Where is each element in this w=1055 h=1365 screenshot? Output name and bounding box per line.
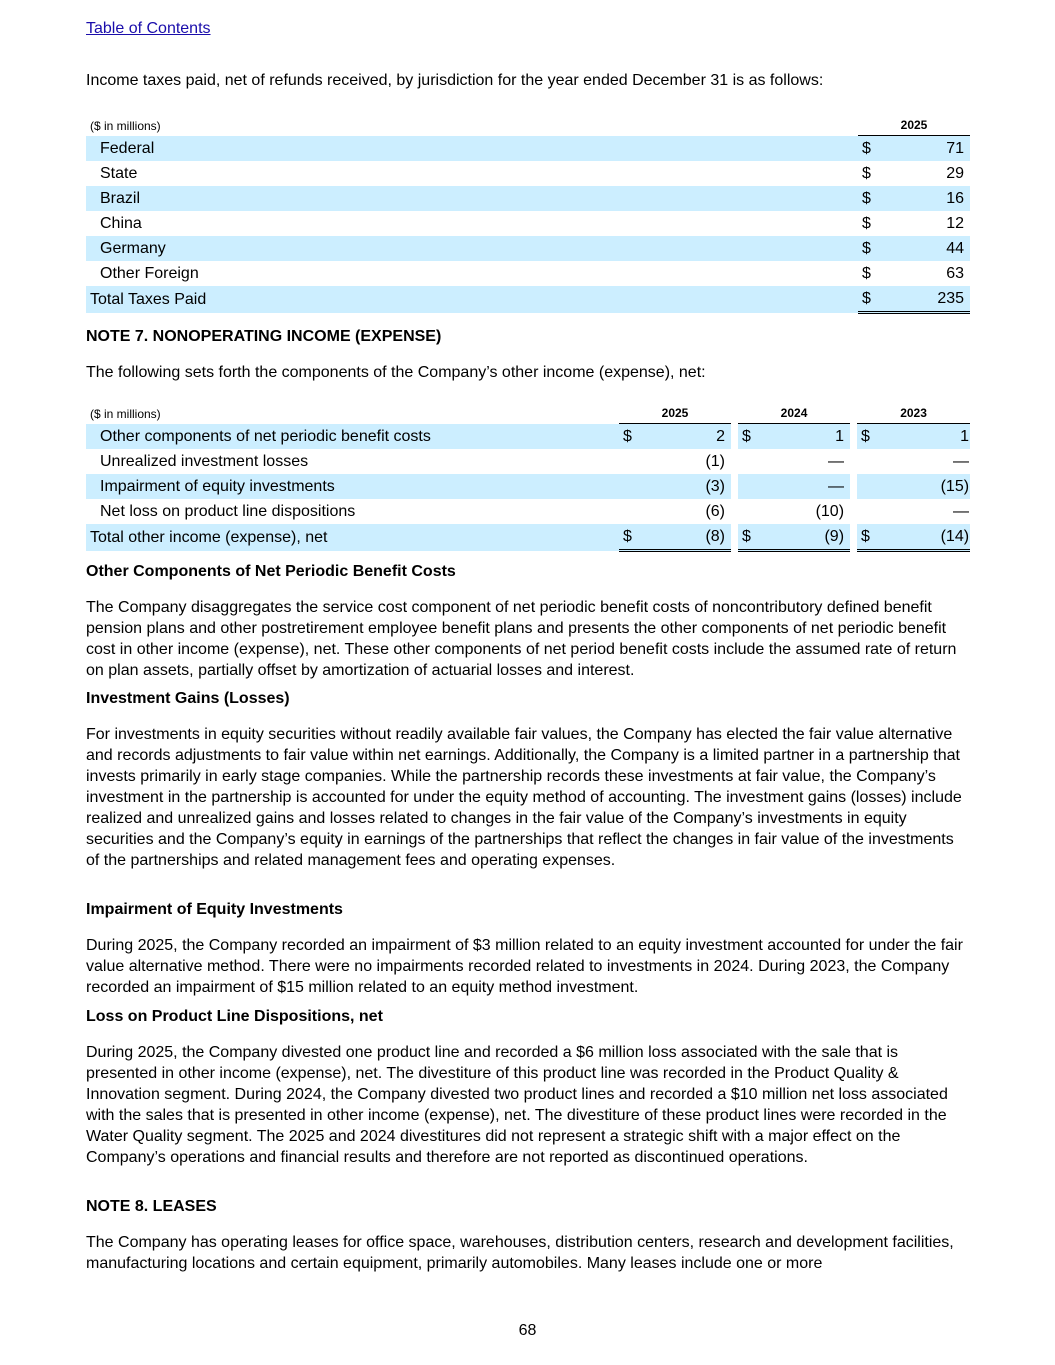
year-header: 2025 bbox=[619, 403, 731, 424]
table-row: China $ 12 bbox=[100, 215, 965, 232]
table-header-row bbox=[86, 115, 970, 136]
table-row: Impairment of equity investments (3) — (15) bbox=[86, 474, 970, 499]
year-header: 2024 bbox=[738, 403, 850, 424]
year-header: 2025 bbox=[858, 115, 970, 136]
table-of-contents-link[interactable]: Table of Contents bbox=[86, 20, 211, 37]
year-header: 2023 bbox=[857, 403, 970, 424]
table-row: Other Foreign $ 63 bbox=[100, 265, 965, 282]
product-line-loss-paragraph: During 2025, the Company divested one product line and recorded a $6 million loss associated with the sale that is presented in other income (expense), net. The divestiture of this product line was recorded in the Product Quality & Innovation segment. During 2024, the Company divested two product lines and recorded a $10 million net loss associated with the sales that is presented in other income (expense), net. The divestiture of these product lines were recorded in the Water Quality segment. The 2025 and 2024 divestitures did not represent a strategic shift with a major effect on the Company’s operations and financial results and therefore are not reported as discontinued operations. bbox=[86, 1044, 948, 1166]
unit-label: ($ in millions) bbox=[90, 407, 161, 421]
table-row: State $ 29 bbox=[100, 165, 965, 182]
taxes-paid-table bbox=[86, 115, 970, 314]
table-row: Federal $ 71 bbox=[86, 136, 970, 161]
table-row: Brazil $ 16 bbox=[86, 186, 970, 211]
investment-gains-paragraph: For investments in equity securities without readily available fair values, the Company has elected the fair value alternative and records adjustments to fair value within net earnings. Additionally, the Company is a limited partner in a partnership that invests primarily in early stage companies. While the partnership records these investments at fair value, the Company’s investment in the partnership is accounted for under the equity method of accounting. The investment gains (losses) include realized and unrealized gains and losses related to changes in the fair value of the Company’s investments in equity securities and the Company’s equity in earnings of the partnerships that reflect the changes in fair value of the investments of the partnerships and related management fees and operating expenses. bbox=[86, 726, 962, 869]
note8-heading: NOTE 8. LEASES bbox=[86, 1198, 217, 1215]
impairment-paragraph: During 2025, the Company recorded an impairment of $3 million related to an equity investment accounted for under the fair value alternative method. There were no impairments recorded related to investments in 2024. During 2023, the Company recorded an impairment of $15 million related to an equity method investment. bbox=[86, 937, 963, 996]
table-row: Other components of net periodic benefit costs $ 2 $ 1 $ 1 bbox=[86, 424, 970, 449]
note7-heading: NOTE 7. NONOPERATING INCOME (EXPENSE) bbox=[86, 328, 442, 345]
table-row: Germany $ 44 bbox=[86, 236, 970, 261]
table-header-row bbox=[86, 403, 970, 424]
benefit-costs-heading: Other Components of Net Periodic Benefit Costs bbox=[86, 563, 456, 580]
benefit-costs-paragraph: The Company disaggregates the service cost component of net periodic benefit costs of noncontributory defined benefit pension plans and other postretirement employee benefit plans and presents the other components of net periodic benefit cost in other income (expense), net. These other components of net period benefit costs include the assumed rate of return on plan assets, partially offset by amortization of actuarial losses and interest. bbox=[86, 599, 957, 679]
taxes-intro: Income taxes paid, net of refunds received, by jurisdiction for the year ended December 31 is as follows: bbox=[86, 72, 824, 89]
table-row: Net loss on product line dispositions (6) (10) — bbox=[86, 499, 970, 524]
total-row: Total other income (expense), net $ (8) $ (9) $ (14) bbox=[86, 524, 970, 551]
nonoperating-income-table bbox=[86, 403, 970, 552]
investment-gains-heading: Investment Gains (Losses) bbox=[86, 690, 290, 707]
note7-intro: The following sets forth the components of the Company’s other income (expense), net: bbox=[86, 364, 706, 381]
note8-paragraph: The Company has operating leases for office space, warehouses, distribution centers, research and development facilities, manufacturing locations and certain equipment, primarily automobiles. Many leases include one or more bbox=[86, 1234, 954, 1272]
total-row: Total Taxes Paid $ 235 bbox=[86, 286, 970, 313]
unit-label: ($ in millions) bbox=[90, 119, 161, 133]
table-row: Unrealized investment losses (1) — — bbox=[86, 449, 970, 474]
product-line-loss-heading: Loss on Product Line Dispositions, net bbox=[86, 1008, 383, 1025]
page-number: 68 bbox=[518, 1322, 537, 1339]
impairment-heading: Impairment of Equity Investments bbox=[86, 901, 343, 918]
